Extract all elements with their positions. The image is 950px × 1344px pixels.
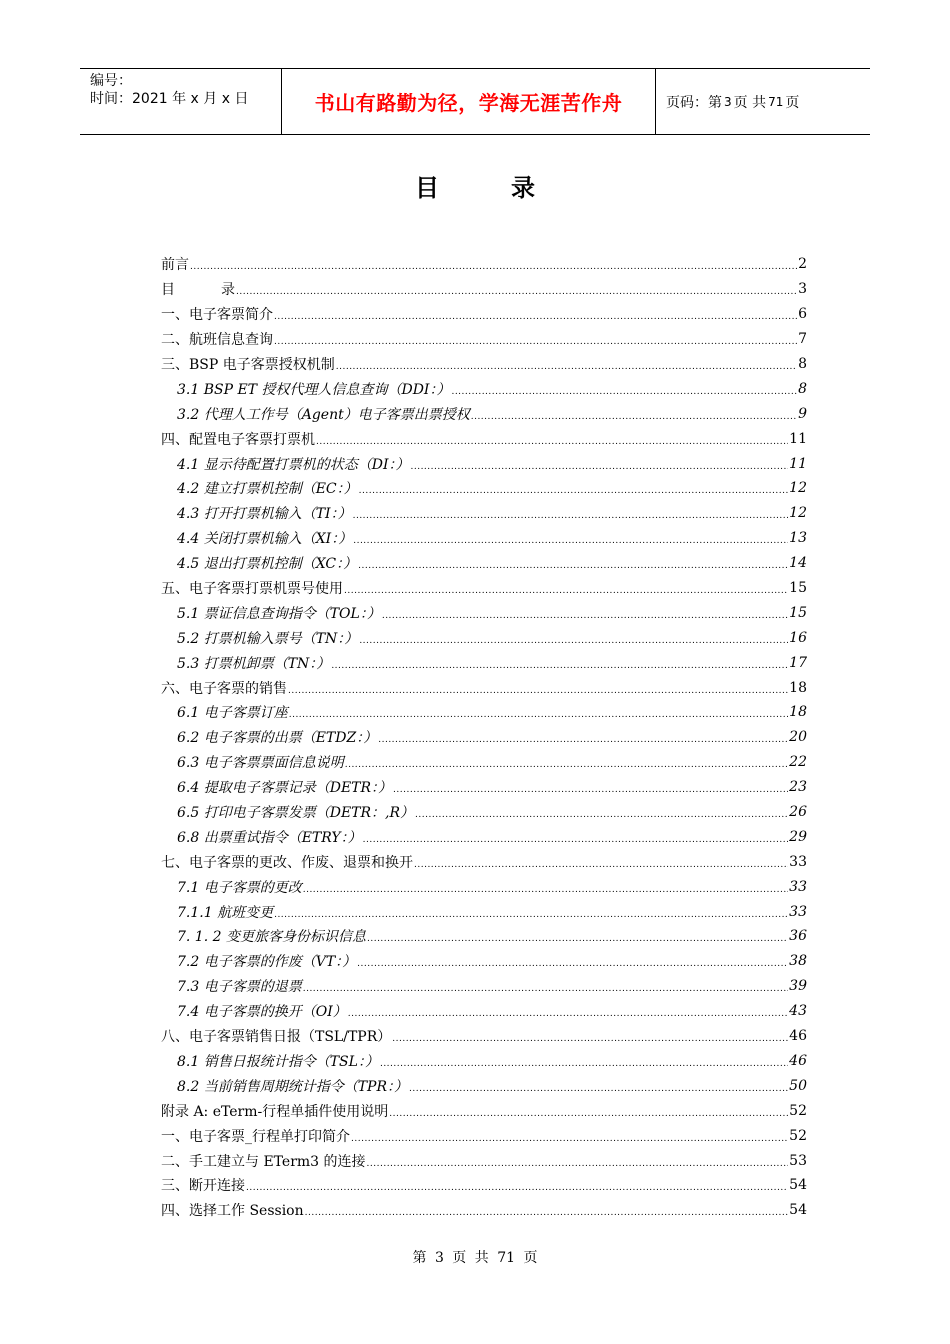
toc-leader-dots [367, 934, 788, 944]
toc-entry-label: 5.3 打票机卸票（TN：） [177, 655, 331, 672]
toc-leader-dots [415, 810, 788, 820]
toc-entry-page: 3 [798, 281, 807, 298]
toc-leader-dots [303, 885, 788, 895]
toc-entry[interactable] [161, 1148, 807, 1173]
toc-leader-dots [378, 735, 788, 745]
toc-leader-dots [274, 910, 788, 920]
toc-entry[interactable] [161, 775, 807, 800]
toc-entry[interactable] [161, 725, 807, 750]
toc-leader-dots [392, 1034, 788, 1044]
toc-leader-dots [363, 835, 789, 845]
toc-entry-page: 23 [789, 779, 807, 796]
toc-entry-page: 13 [789, 530, 807, 547]
toc-entry[interactable] [161, 899, 807, 924]
toc-entry[interactable] [161, 376, 807, 401]
toc-entry-label: 5.1 票证信息查询指令（TOL：） [177, 605, 381, 622]
toc-leader-dots [348, 1009, 788, 1019]
toc-entry-label: 7.2 电子客票的作废（VT：） [177, 954, 357, 971]
toc-entry[interactable] [161, 600, 807, 625]
toc-entry-page: 18 [789, 704, 807, 721]
toc-entry-page: 33 [789, 853, 807, 870]
toc-entry[interactable] [161, 1024, 807, 1049]
toc-entry-label: 6.3 电子客票票面信息说明 [177, 755, 344, 772]
toc-entry[interactable] [161, 302, 807, 327]
toc-entry[interactable] [161, 650, 807, 675]
toc-leader-dots [410, 462, 788, 472]
toc-entry[interactable] [161, 999, 807, 1024]
toc-leader-dots [358, 561, 788, 571]
page-current: 3 [724, 94, 732, 109]
toc-entry-page: 18 [789, 679, 807, 696]
toc-leader-dots [359, 636, 788, 646]
toc-entry-label: 5.2 打票机输入票号（TN：） [177, 630, 359, 647]
toc-entry[interactable] [161, 401, 807, 426]
toc-leader-dots [359, 486, 789, 496]
toc-entry[interactable] [161, 327, 807, 352]
toc-entry-page: 16 [789, 629, 807, 646]
toc-leader-dots [367, 1159, 789, 1169]
toc-entry-page: 12 [789, 480, 807, 497]
toc-leader-dots [190, 262, 797, 272]
toc-entry-page: 43 [789, 1003, 807, 1020]
header-meta [80, 69, 281, 134]
toc-entry[interactable] [161, 625, 807, 650]
table-of-contents [161, 252, 807, 1223]
toc-entry-label: 7.3 电子客票的退票 [177, 979, 302, 996]
toc-entry-label: 6.5 打印电子客票发票（DETR：,R） [177, 805, 415, 822]
toc-entry-page: 53 [789, 1152, 807, 1169]
toc-entry-page: 15 [789, 580, 807, 597]
toc-leader-dots [336, 362, 797, 372]
toc-entry[interactable] [161, 476, 807, 501]
page-middle: 页 共 [733, 94, 767, 111]
toc-entry-page: 52 [789, 1127, 807, 1144]
toc-entry-page: 14 [789, 555, 807, 572]
toc-entry-label: 8.1 销售日报统计指令（TSL：） [177, 1053, 379, 1070]
toc-entry[interactable] [161, 451, 807, 476]
toc-leader-dots [414, 860, 788, 870]
toc-entry-page: 6 [798, 306, 807, 323]
toc-entry-label: 6.1 电子客票订座 [177, 705, 288, 722]
toc-entry-page: 54 [789, 1202, 807, 1219]
toc-entry-label: 四、选择工作 Session [161, 1203, 304, 1220]
header-page-number [656, 69, 870, 134]
toc-entry[interactable] [161, 1123, 807, 1148]
toc-entry-label: 7.1.1 航班变更 [177, 904, 274, 921]
toc-entry-page: 33 [789, 878, 807, 895]
toc-entry-page: 15 [789, 604, 807, 621]
toc-entry-page: 8 [798, 380, 807, 397]
toc-entry-page: 20 [789, 729, 807, 746]
toc-entry-page: 22 [789, 754, 807, 771]
page-suffix: 页 [785, 94, 800, 111]
toc-leader-dots [393, 785, 788, 795]
toc-leader-dots [382, 611, 788, 621]
toc-entry-label: 一、电子客票_行程单打印简介 [161, 1128, 350, 1145]
toc-entry-label: 六、电子客票的销售 [161, 680, 287, 697]
toc-entry-page: 29 [789, 828, 807, 845]
toc-entry[interactable] [161, 526, 807, 551]
toc-entry[interactable] [161, 849, 807, 874]
toc-entry-page: 12 [789, 505, 807, 522]
toc-entry-label: 八、电子客票销售日报（TSL/TPR） [161, 1029, 392, 1046]
document-number-label: 编号： [90, 73, 132, 89]
toc-entry-label: 一、电子客票简介 [161, 307, 273, 324]
toc-entry-label: 二、手工建立与 ETerm3 的连接 [161, 1153, 366, 1170]
page-header [80, 68, 870, 135]
toc-entry[interactable] [161, 675, 807, 700]
toc-entry-label: 6.4 提取电子客票记录（DETR：） [177, 780, 393, 797]
toc-leader-dots [389, 1109, 788, 1119]
toc-entry-label: 7.1 电子客票的更改 [177, 879, 302, 896]
toc-entry[interactable] [161, 501, 807, 526]
toc-entry-label: 前言 [161, 257, 189, 274]
toc-entry-page: 11 [789, 455, 807, 472]
toc-leader-dots [303, 984, 788, 994]
toc-leader-dots [351, 1134, 788, 1144]
toc-leader-dots [274, 337, 797, 347]
toc-entry-label: 五、电子客票打票机票号使用 [161, 581, 343, 598]
toc-leader-dots [331, 661, 788, 671]
toc-entry[interactable] [161, 949, 807, 974]
toc-entry-page: 38 [789, 953, 807, 970]
title-left-char: 目 [415, 174, 439, 202]
toc-entry-page: 50 [789, 1077, 807, 1094]
toc-entry-page: 26 [789, 804, 807, 821]
toc-entry-label: 4.1 显示待配置打票机的状态（DI：） [177, 456, 410, 473]
toc-entry[interactable] [161, 700, 807, 725]
toc-entry-page: 8 [798, 356, 807, 372]
toc-entry-page: 11 [789, 430, 807, 447]
page-footer: 第 3 页 共 71 页 [412, 1250, 538, 1266]
toc-leader-dots [305, 1208, 789, 1218]
toc-entry-label: 三、断开连接 [161, 1178, 245, 1195]
toc-entry-label: 4.5 退出打票机控制（XC：） [177, 556, 358, 573]
title-right-char: 录 [511, 174, 535, 202]
toc-entry[interactable] [161, 924, 807, 949]
toc-entry-label: 3.1 BSP ET 授权代理人信息查询（DDI：） [177, 381, 451, 398]
toc-leader-dots [236, 287, 797, 297]
toc-entry[interactable] [161, 352, 807, 377]
toc-leader-dots [288, 686, 788, 696]
toc-entry[interactable] [161, 252, 807, 277]
toc-leader-dots [409, 1084, 788, 1094]
toc-entry-label: 七、电子客票的更改、作废、退票和换开 [161, 854, 413, 871]
toc-leader-dots [471, 412, 797, 422]
toc-entry[interactable] [161, 551, 807, 576]
toc-entry-label: 附录 A: eTerm-行程单插件使用说明 [161, 1103, 389, 1120]
toc-leader-dots [380, 1059, 788, 1069]
toc-entry-label: 6.8 出票重试指令（ETRY：） [177, 829, 362, 846]
toc-entry-page: 17 [789, 654, 807, 671]
toc-entry-label: 目 录 [161, 282, 235, 299]
toc-entry-label: 四、配置电子客票打票机 [161, 431, 315, 448]
toc-entry[interactable] [161, 1073, 807, 1098]
toc-entry-label: 4.3 打开打票机输入（TI：） [177, 506, 352, 523]
page-title [0, 168, 950, 203]
toc-entry[interactable] [161, 426, 807, 451]
toc-entry-page: 46 [789, 1028, 807, 1045]
toc-leader-dots [246, 1183, 788, 1193]
toc-entry-page: 2 [798, 256, 807, 273]
toc-leader-dots [345, 760, 788, 770]
toc-entry[interactable] [161, 1198, 807, 1223]
toc-entry[interactable] [161, 1049, 807, 1074]
header-motto: 书山有路勤为径，学海无涯苦作舟 [281, 69, 656, 134]
toc-entry-page: 7 [798, 331, 807, 348]
toc-entry[interactable] [161, 1173, 807, 1198]
toc-entry-label: 6.2 电子客票的出票（ETDZ：） [177, 730, 378, 747]
toc-entry-label: 4.4 关闭打票机输入（XI：） [177, 531, 353, 548]
toc-leader-dots [344, 586, 788, 596]
toc-entry-label: 4.2 建立打票机控制（EC：） [177, 481, 358, 498]
toc-entry-page: 54 [789, 1177, 807, 1194]
toc-entry-page: 39 [789, 978, 807, 995]
toc-entry-label: 3.2 代理人工作号（Agent）电子客票出票授权 [177, 406, 470, 423]
toc-entry-label: 二、航班信息查询 [161, 332, 273, 349]
page-prefix: 页码：第 [666, 94, 722, 111]
toc-entry[interactable] [161, 800, 807, 825]
toc-leader-dots [274, 312, 797, 322]
toc-entry-page: 33 [789, 903, 807, 920]
toc-entry-page: 36 [789, 928, 807, 945]
toc-leader-dots [289, 710, 788, 720]
toc-entry-page: 9 [798, 405, 807, 422]
toc-entry[interactable] [161, 1098, 807, 1123]
toc-entry-label: 7.4 电子客票的换开（OI） [177, 1004, 347, 1021]
toc-entry[interactable] [161, 576, 807, 601]
toc-entry[interactable] [161, 824, 807, 849]
toc-leader-dots [357, 959, 788, 969]
document-time: 时间：2021 年 x 月 x 日 [90, 91, 249, 107]
toc-leader-dots [353, 511, 789, 521]
toc-entry-label: 三、BSP 电子客票授权机制 [161, 357, 335, 373]
toc-entry-label: 8.2 当前销售周期统计指令（TPR：） [177, 1078, 409, 1095]
toc-leader-dots [353, 536, 788, 546]
toc-entry-page: 46 [789, 1052, 807, 1069]
toc-entry[interactable] [161, 974, 807, 999]
toc-entry[interactable] [161, 750, 807, 775]
toc-entry-page: 52 [789, 1102, 807, 1119]
toc-leader-dots [451, 387, 797, 397]
toc-entry[interactable] [161, 277, 807, 302]
page-total: 71 [768, 94, 784, 109]
toc-entry[interactable] [161, 874, 807, 899]
toc-entry-label: 7. 1. 2 变更旅客身份标识信息 [177, 929, 366, 946]
toc-leader-dots [316, 437, 788, 447]
